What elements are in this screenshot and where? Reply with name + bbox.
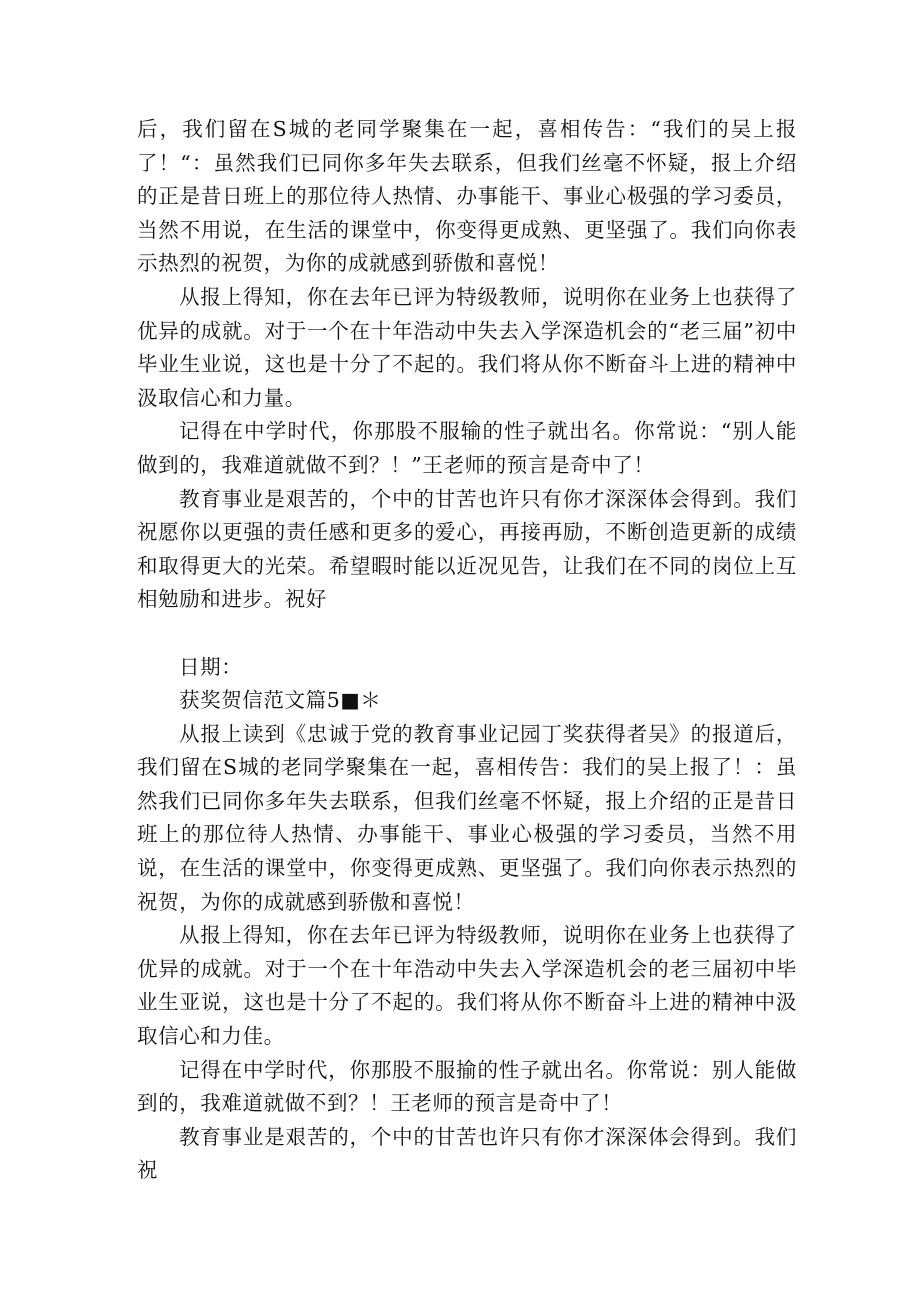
paragraph: 从报上得知，你在去年已评为特级教师，说明你在业务上也获得了优异的成就。对于一个在十年浩动中失去入学深造机会的老三届初中毕业生亚说，这也是十分了不起的。我们将从你不断奋斗上进的精神中汲取信心和力佳。: [137, 923, 797, 1049]
letter-body-upper: [137, 113, 797, 1188]
blank-line: [137, 617, 797, 651]
paragraph: 从报上读到《忠诚于党的教育事业记园丁奖获得者吴》的报道后，我们留在S城的老同学聚集在一起，喜相传告：我们的吴上报了！：虽然我们已同你多年失去联系，但我们丝毫不怀疑，报上介绍的正是昔日班上的那位待人热情、办事能干、事业心极强的学习委员，当然不用说，在生活的课堂中，你变得更成熟、更坚强了。我们向你表示热烈的祝贺，为你的成就感到骄傲和喜悦！: [137, 721, 797, 914]
section-title: 获奖贺信范文篇5■＊: [179, 688, 382, 713]
paragraph: 记得在中学时代，你那股不服输的性子就出名。你常说：“别人能做到的，我难道就做不到？！”王老师的预言是奇中了！: [137, 419, 797, 477]
paragraph: 记得在中学时代，你那股不服揄的性子就出名。你常说：别人能做到的，我难道就做不到？！王老师的预言是奇中了！: [137, 1057, 797, 1116]
paragraph: 教育事业是艰苦的，个中的甘苦也许只有你才深深体会得到。我们祝: [137, 1124, 797, 1183]
paragraph: 后，我们留在S城的老同学聚集在一起，喜相传告：“我们的吴上报了！“：虽然我们已同你多年失去联系，但我们丝毫不怀疑，报上介绍的正是昔日班上的那位待人热情、办事能干、事业心极强的学习委员，当然不用说，在生活的课堂中，你变得更成熟、更坚强了。我们向你表示热烈的祝贺，为你的成就感到骄傲和喜悦！: [137, 117, 797, 276]
paragraph: 从报上得知，你在去年已评为特级教师，说明你在业务上也获得了优异的成就。对于一个在十年浩动中失去入学深造机会的“老三届”初中毕业生业说，这也是十分了不起的。我们将从你不断奋斗上进的精神中汲取信心和力量。: [137, 284, 797, 410]
date-label: 日期：: [179, 654, 243, 679]
paragraph: 教育事业是艰苦的，个中的甘苦也许只有你才深深体会得到。我们祝愿你以更强的责任感和更多的爱心，再接再励，不断创造更新的成绩和取得更大的光荣。希望暇时能以近况见告，让我们在不同的岗位上互相勉励和进步。祝好: [137, 486, 797, 612]
